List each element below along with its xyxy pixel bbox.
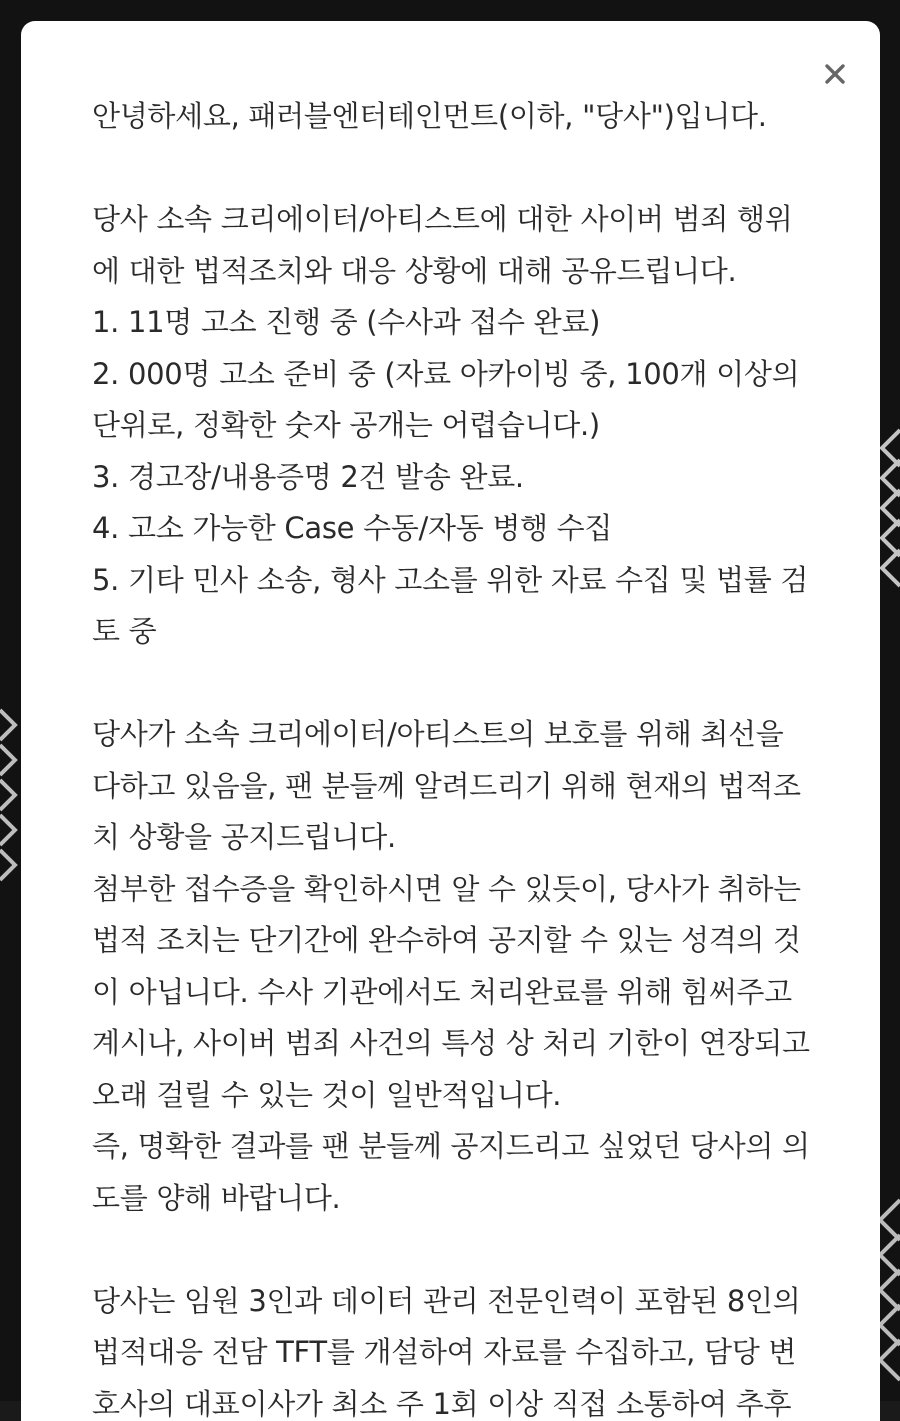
paragraph-gap (92, 658, 812, 710)
list-item: 4. 고소 가능한 Case 수동/자동 병행 수집 (92, 503, 812, 555)
text-line: 안녕하세요, 패러블엔터테인먼트(이하, "당사")입니다. (92, 91, 812, 143)
text-line: 이 아닙니다. 수사 기관에서도 처리완료를 위해 힘써주고 (92, 967, 812, 1019)
text-line: 당사는 임원 3인과 데이터 관리 전문인력이 포함된 8인의 (92, 1276, 812, 1328)
notice-paragraph-status (92, 194, 812, 658)
decorative-pattern-left (0, 700, 21, 890)
text-line: 호사의 대표이사가 최소 주 1회 이상 직접 소통하여 추후 (92, 1379, 812, 1421)
notice-modal (21, 21, 880, 1421)
list-item: 5. 기타 민사 소송, 형사 고소를 위한 자료 수집 및 법률 검 (92, 555, 812, 607)
text-line: 치 상황을 공지드립니다. (92, 812, 812, 864)
close-icon (824, 63, 846, 85)
text-line: 오래 걸릴 수 있는 것이 일반적입니다. (92, 1070, 812, 1122)
paragraph-gap (92, 143, 812, 195)
text-line: 즉, 명확한 결과를 팬 분들께 공지드리고 싶었던 당사의 의 (92, 1121, 812, 1173)
list-item-continuation: 단위로, 정확한 숫자 공개는 어렵습니다.) (92, 400, 812, 452)
notice-paragraph-tft (92, 1276, 812, 1421)
list-item: 1. 11명 고소 진행 중 (수사과 접수 완료) (92, 297, 812, 349)
text-line: 다하고 있음을, 팬 분들께 알려드리기 위해 현재의 법적조 (92, 761, 812, 813)
paragraph-gap (92, 1224, 812, 1276)
notice-paragraph-greeting (92, 91, 812, 143)
text-line: 계시나, 사이버 범죄 사건의 특성 상 처리 기한이 연장되고 (92, 1018, 812, 1070)
text-line: 당사 소속 크리에이터/아티스트에 대한 사이버 범죄 행위 (92, 194, 812, 246)
text-line: 에 대한 법적조치와 대응 상황에 대해 공유드립니다. (92, 246, 812, 298)
notice-paragraph-explanation (92, 709, 812, 1224)
text-line: 법적대응 전담 TFT를 개설하여 자료를 수집하고, 담당 변 (92, 1327, 812, 1379)
text-line: 법적 조치는 단기간에 완수하여 공지할 수 있는 성격의 것 (92, 915, 812, 967)
list-item: 3. 경고장/내용증명 2건 발송 완료. (92, 452, 812, 504)
list-item: 2. 000명 고소 준비 중 (자료 아카이빙 중, 100개 이상의 (92, 349, 812, 401)
close-button[interactable] (820, 59, 850, 89)
text-line: 첨부한 접수증을 확인하시면 알 수 있듯이, 당사가 취하는 (92, 864, 812, 916)
notice-body (92, 91, 812, 1421)
text-line: 당사가 소속 크리에이터/아티스트의 보호를 위해 최선을 (92, 709, 812, 761)
list-item-continuation: 토 중 (92, 606, 812, 658)
text-line: 도를 양해 바랍니다. (92, 1173, 812, 1225)
